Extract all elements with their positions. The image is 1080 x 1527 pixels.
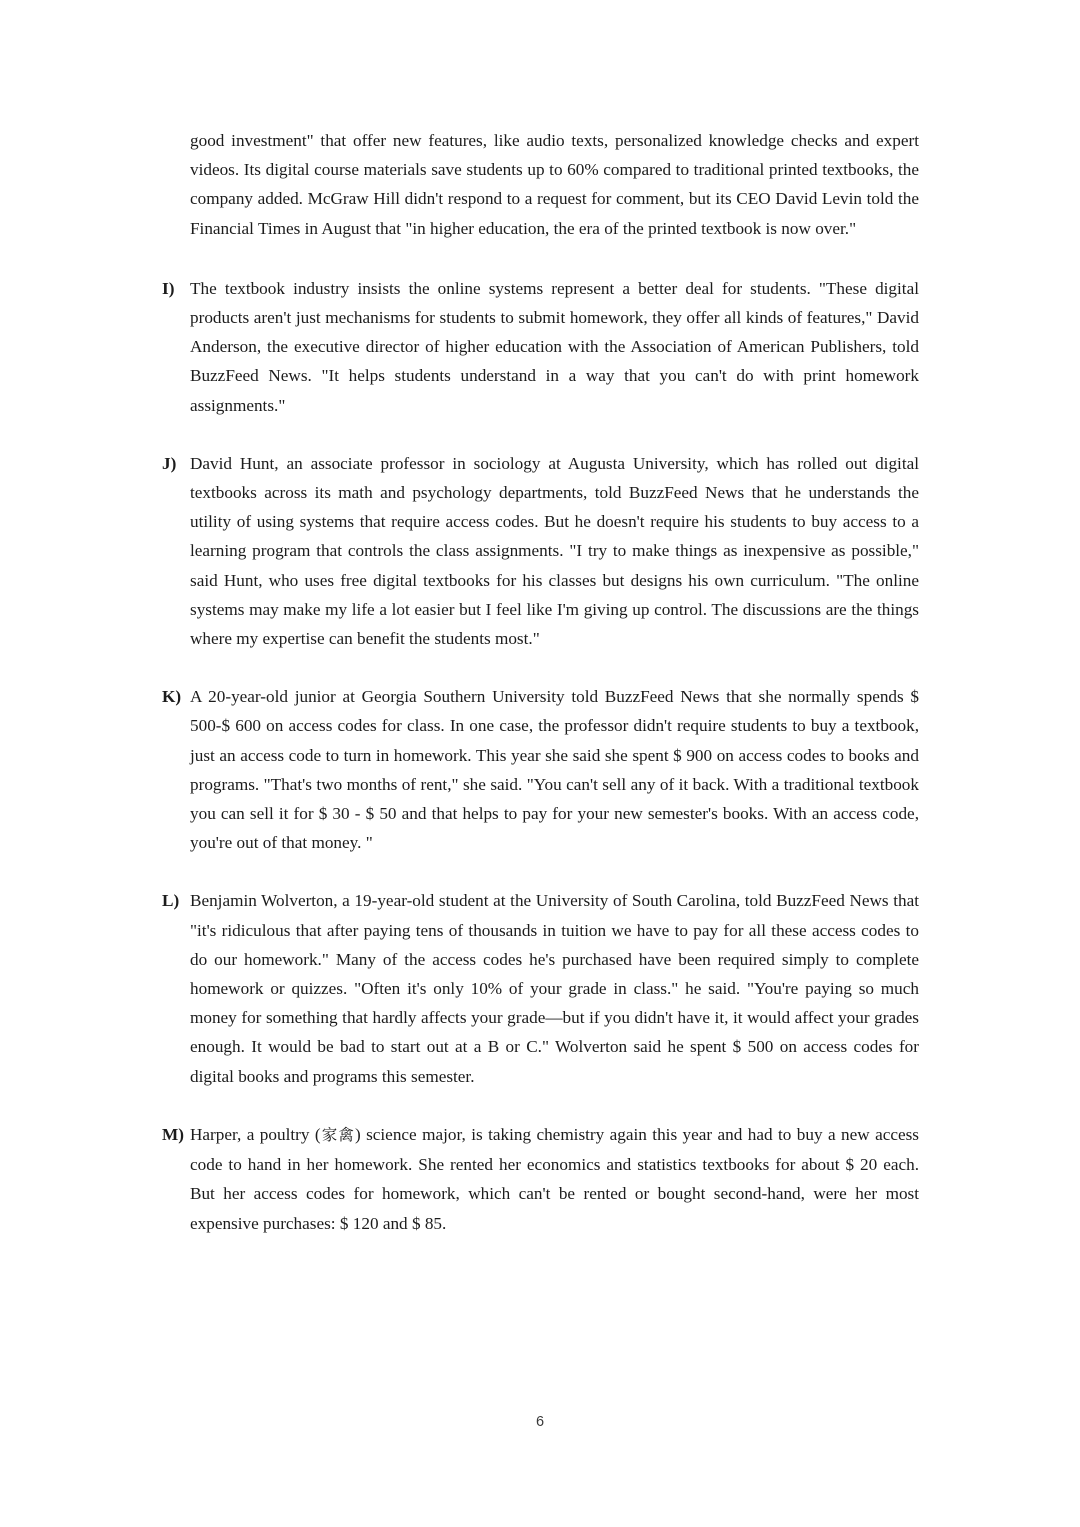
paragraph-label-J: J) <box>162 453 177 473</box>
paragraph-text-before-cjk: Harper, a poultry ( <box>190 1124 321 1144</box>
document-body <box>162 126 919 1267</box>
paragraph-label-M: M) <box>162 1124 184 1144</box>
paragraph-text-after-cjk: ) science major, is taking chemistry again this year and had to buy a new access code to hand in her homework. She rented her economics and statistics textbooks for about $ 20 each. But her access codes for homework, which can't be rented or bought second-hand, were her most expensive purchases: $ 120 and $ 85. <box>190 1124 919 1233</box>
paragraph-label-K: K) <box>162 687 182 707</box>
paragraph-continuation <box>162 126 919 243</box>
paragraph-L <box>162 886 919 1090</box>
paragraph-text: good investment" that offer new features, like audio texts, personalized knowledge checks and expert videos. Its digital course materials save students up to 60% compared to traditional printed textbooks, the company added. McGraw Hill didn't respond to a request for comment, but its CEO David Levin told the Financial Times in August that "in higher education, the era of the printed textbook is now over." <box>190 131 919 238</box>
paragraph-K <box>162 682 919 857</box>
paragraph-label-L: L) <box>162 891 180 911</box>
paragraph-label-I: I) <box>162 278 175 298</box>
paragraph-text: Benjamin Wolverton, a 19-year-old student at the University of South Carolina, told BuzzFeed News that "it's ridiculous that after paying tens of thousands in tuition we have to pay for all these access codes to do our homework." Many of the access codes he's purchased have been required simply to complete homework or quizzes. "Often it's only 10% of your grade in class." he said. "You're paying so much money for something that hardly affects your grade—but if you didn't have it, it would affect your grades enough. It would be bad to start out at a B or C." Wolverton said he spent $ 500 on access codes for digital books and programs this semester. <box>190 891 919 1086</box>
paragraph-I <box>162 274 919 420</box>
paragraph-M <box>162 1120 919 1238</box>
paragraph-text: David Hunt, an associate professor in sociology at Augusta University, which has rolled out digital textbooks across its math and psychology departments, told BuzzFeed News that he understands the utility of using systems that require access codes. But he doesn't require his students to buy access to a learning program that controls the class assignments. "I try to make things as inexpensive as possible," said Hunt, who uses free digital textbooks for his classes but designs his own curriculum. "The online systems may make my life a lot easier but I feel like I'm giving up control. The discussions are the things where my expertise can benefit the students most." <box>190 453 919 649</box>
paragraph-J <box>162 449 919 653</box>
cjk-gloss: 家禽 <box>320 1125 355 1144</box>
paragraph-text <box>190 1120 919 1238</box>
paragraph-text: A 20-year-old junior at Georgia Southern University told BuzzFeed News that she normally spends $ 500-$ 600 on access codes for class. In one case, the professor didn't require students to buy a textbook, just an access code to turn in homework. This year she said she spent $ 900 on access codes to books and programs. "That's two months of rent," she said. "You can't sell any of it back. With a traditional textbook you can sell it for $ 30 - $ 50 and that helps to pay for your new semester's books. With an access code, you're out of that money. " <box>190 687 919 853</box>
paragraph-text: The textbook industry insists the online systems represent a better deal for students. "These digital products aren't just mechanisms for students to submit homework, they offer all kinds of features," David Anderson, the executive director of higher education with the Association of American Publishers, told BuzzFeed News. "It helps students understand in a way that you can't do with print homework assignments." <box>190 278 919 415</box>
page-number: 6 <box>535 1414 545 1430</box>
